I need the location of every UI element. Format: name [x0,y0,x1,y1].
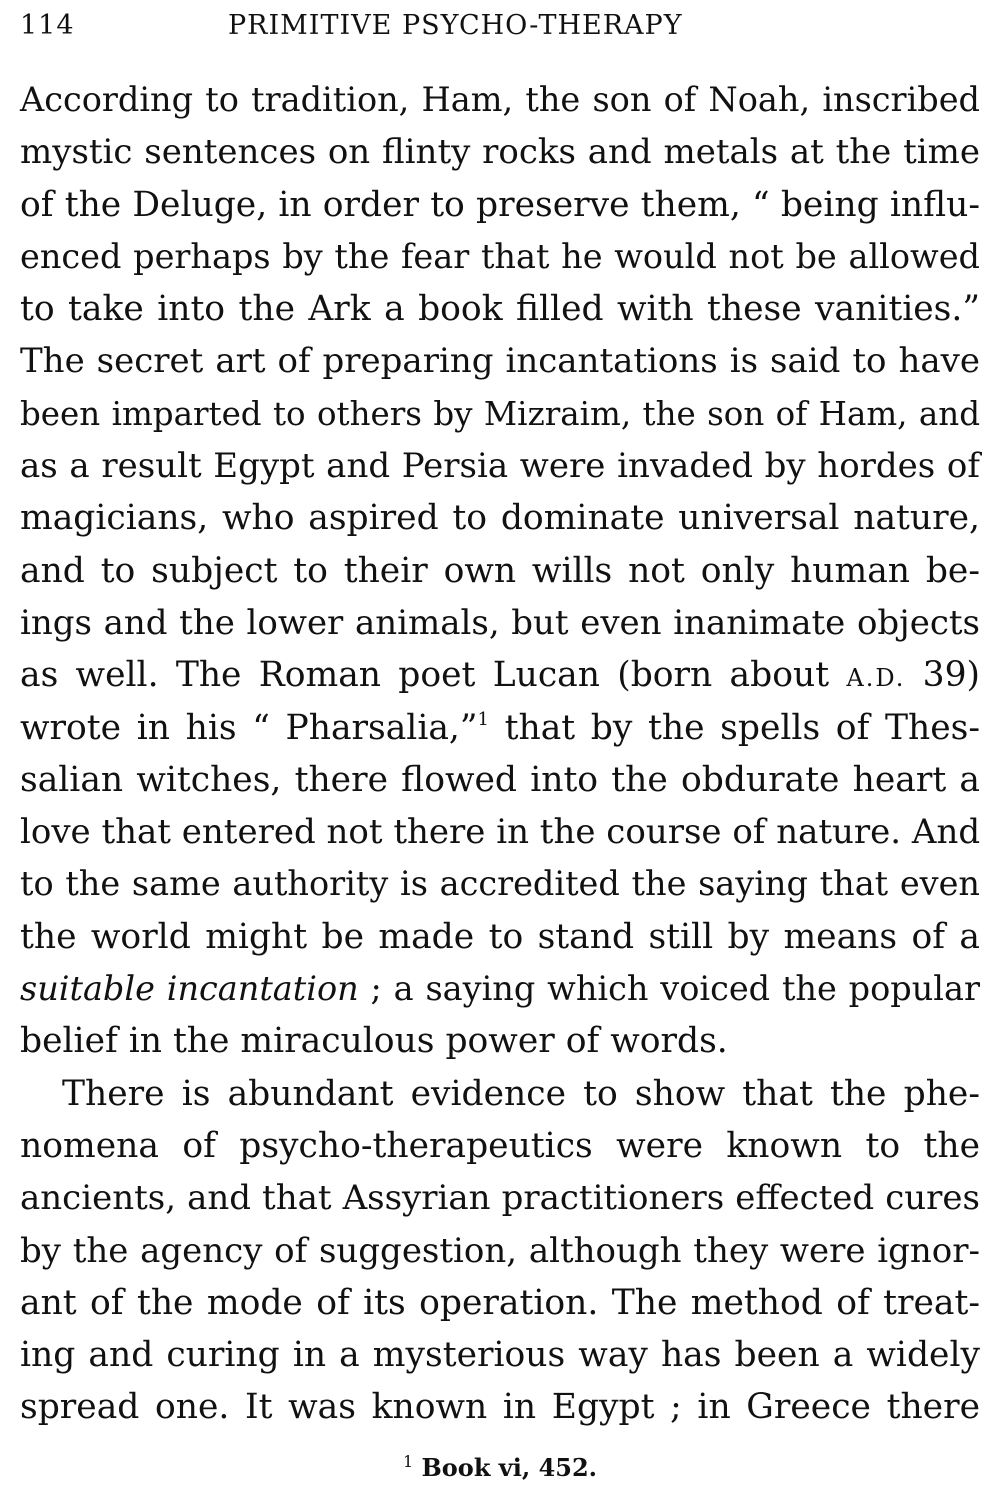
italic-phrase: suitable incantation [20,969,359,1009]
body-text [20,74,980,1434]
text-line: ings and the lower animals, but even inanimate objects [20,602,980,643]
text-line: and to subject to their own wills not only human be- [20,550,980,591]
text-line: ing and curing in a mysterious way has been a widely [20,1335,980,1376]
text-fragment: as well. The Roman poet Lucan (born about [20,655,830,696]
text-line: salian witches, there flowed into the obdurate heart a [20,759,980,800]
text-line [20,649,980,701]
text-line: to the same authority is accredited the saying that even [20,864,980,904]
text-line: as a result Egypt and Persia were invaded by hordes of [20,446,980,487]
text-line: ant of the mode of its operation. The method of treat- [20,1282,980,1323]
text-line: ancients, and that Assyrian practitioners effected cures [20,1178,980,1219]
footnote-text: Book vi, 452. [413,1453,598,1482]
text-fragment: wrote in his “ Pharsalia,” [20,707,478,748]
text-line: been imparted to others by Mizraim, the son of Ham, and [20,394,980,433]
text-line: the world might be made to stand still by means of a [20,916,980,957]
text-fragment: ; a saying which voiced the popular [358,969,980,1009]
footnote-reference: 1 [477,708,489,730]
page-number: 114 [20,10,75,41]
text-fragment: that by the spells of Thes- [488,707,981,748]
text-line: enced perhaps by the fear that he would not be allowed [20,236,980,276]
text-line [20,963,980,1015]
text-line: belief in the miraculous power of words. [20,1021,728,1062]
era-abbreviation: A.D. [846,664,906,693]
paragraph-1 [20,74,980,1068]
footnote [0,1453,1000,1482]
text-line [20,702,980,754]
text-line: spread one. It was known in Egypt ; in Greece there [20,1387,980,1428]
footnote-marker: 1 [402,1452,414,1471]
text-line: The secret art of preparing incantations is said to have [20,341,980,382]
paragraph-2 [20,1068,980,1434]
text-line: There is abundant evidence to show that the phe- [62,1073,980,1114]
text-line: of the Deluge, in order to preserve them, “ being influ- [20,184,980,225]
text-line: mystic sentences on flinty rocks and metals at the time [20,132,980,173]
running-title: PRIMITIVE PSYCHO-THERAPY [228,10,683,41]
running-head [20,10,980,50]
text-line: magicians, who aspired to dominate universal nature, [20,498,980,539]
text-line: nomena of psycho-therapeutics were known to the [20,1125,980,1166]
text-fragment: 39) [922,655,981,696]
text-line: by the agency of suggestion, although they were ignor- [20,1230,980,1271]
text-line: to take into the Ark a book filled with these vanities.” [20,289,980,330]
text-line: According to tradition, Ham, the son of Noah, inscribed [20,80,980,119]
text-line: love that entered not there in the course of nature. And [20,812,981,853]
